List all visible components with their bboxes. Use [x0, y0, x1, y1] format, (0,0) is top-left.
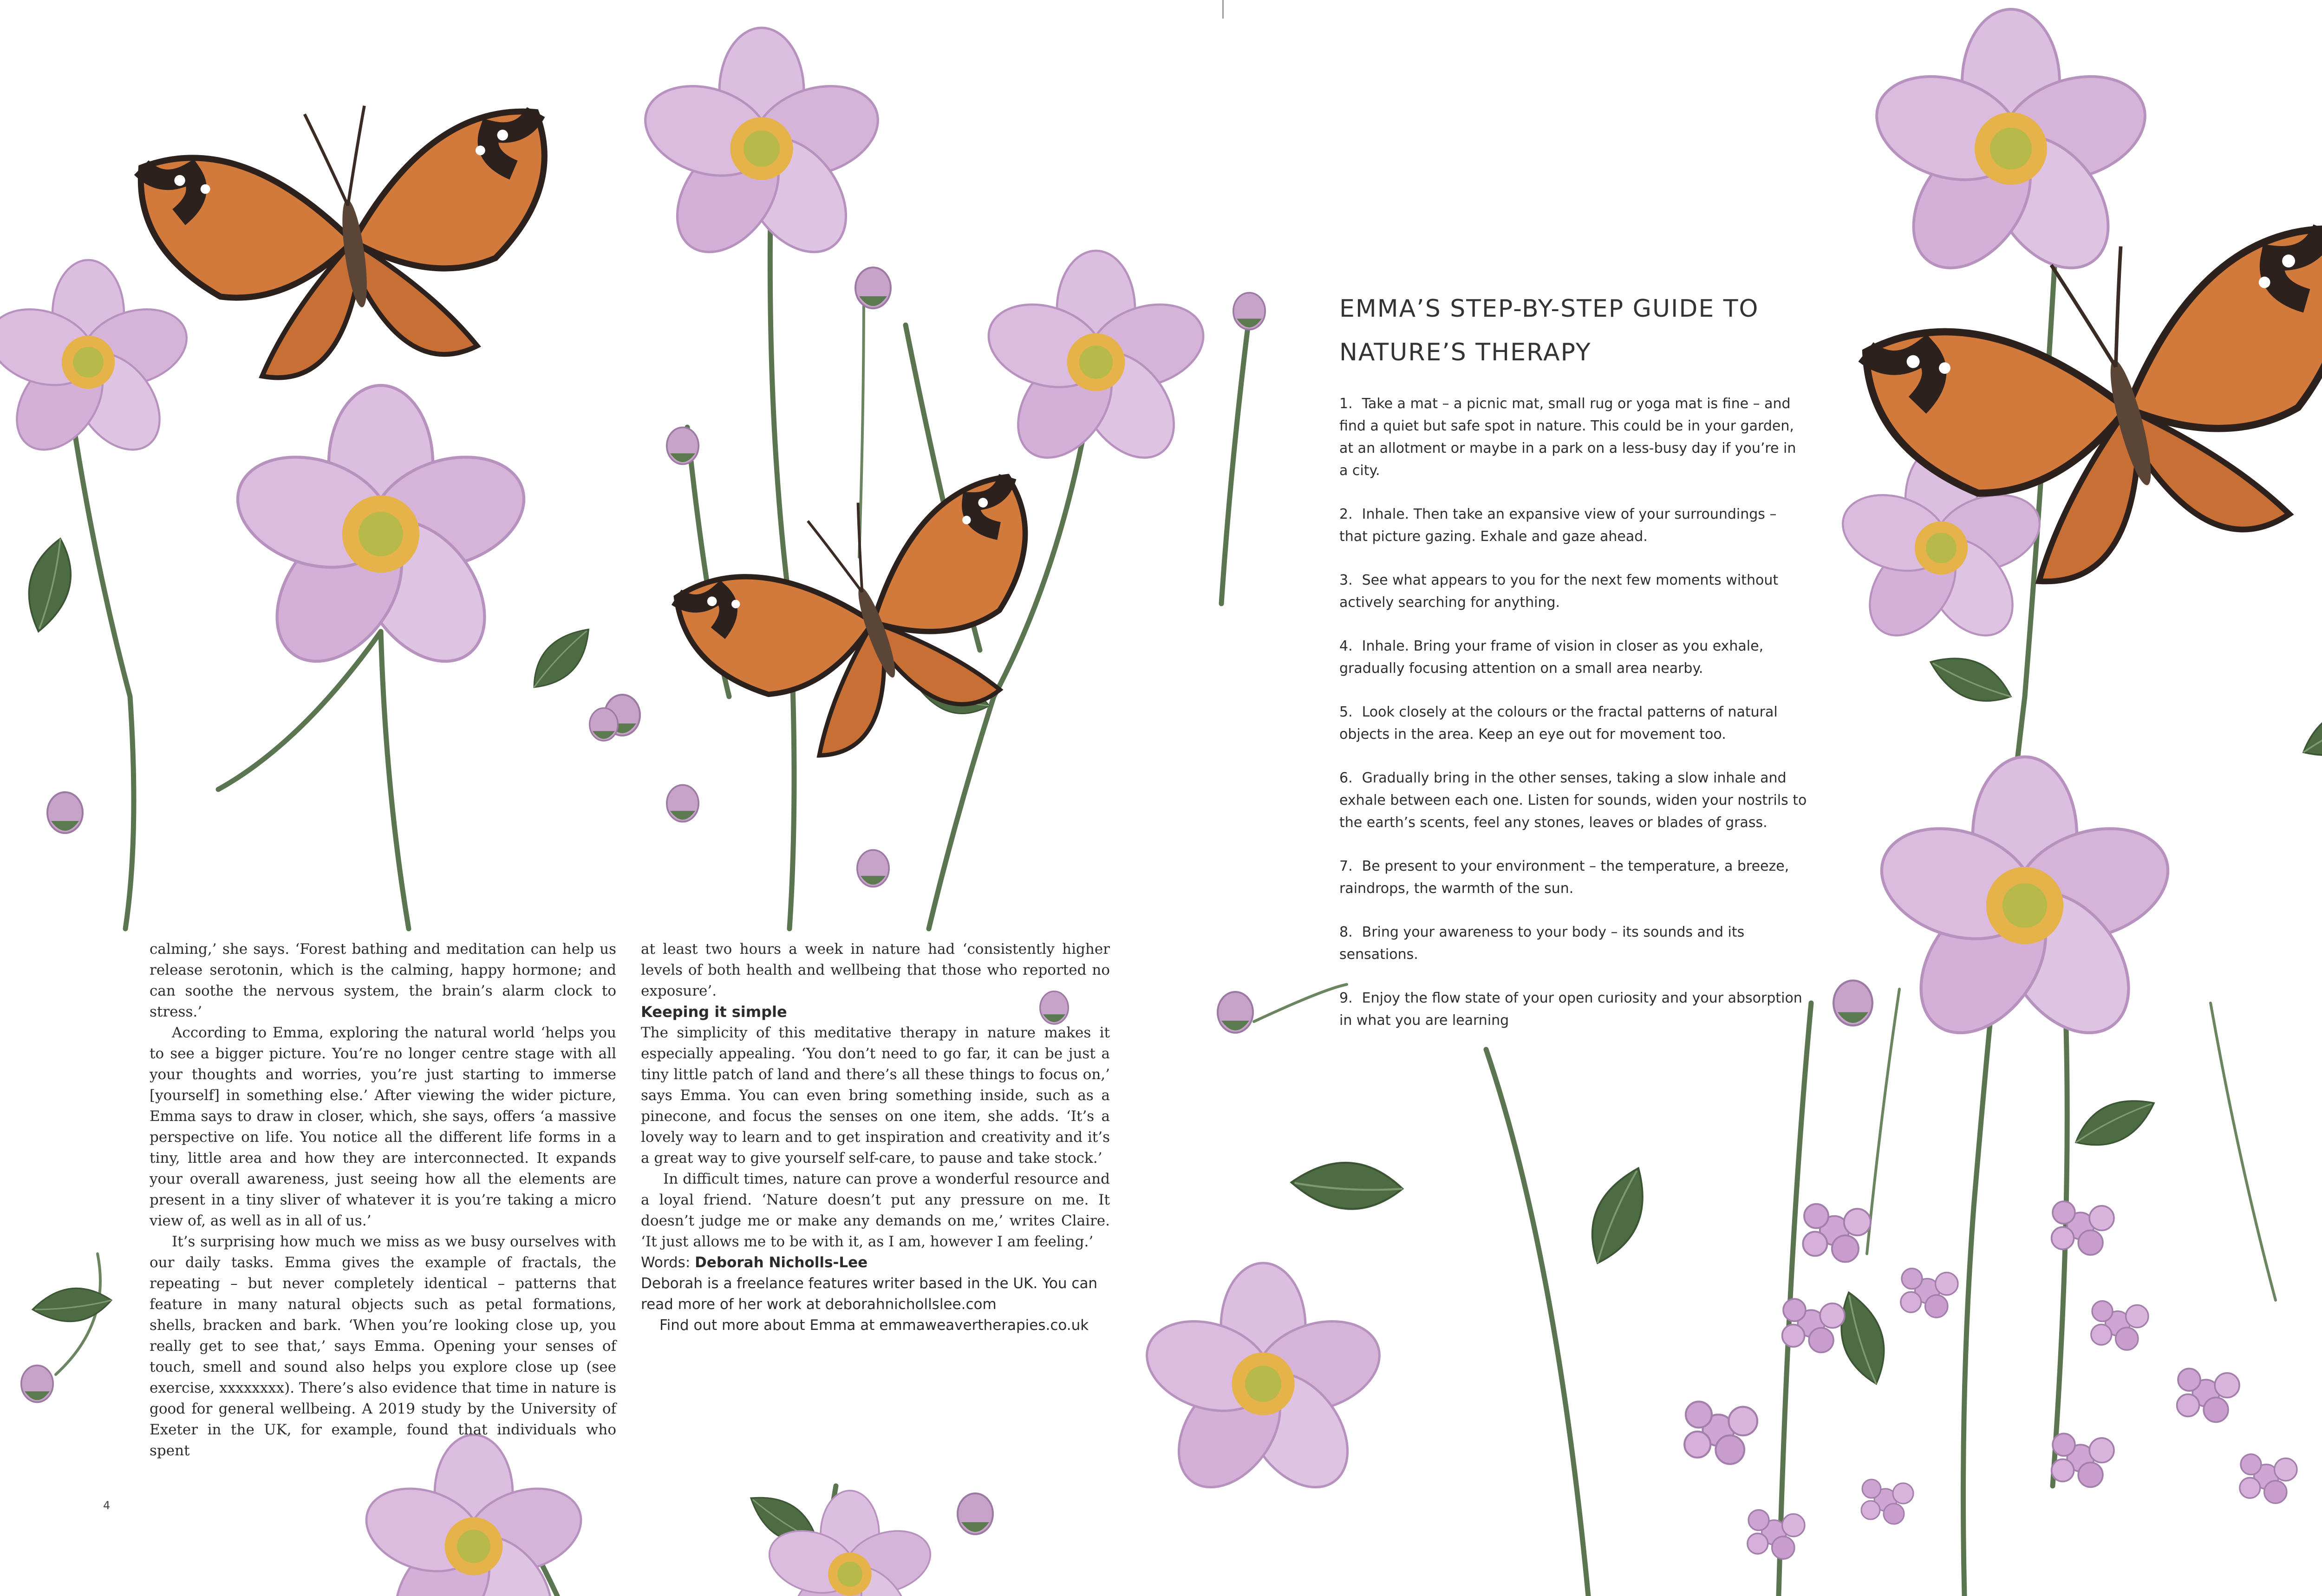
step-number: 3.	[1339, 572, 1353, 588]
step-number: 4.	[1339, 638, 1353, 654]
step-text: See what appears to you for the next few moments without actively searching for anything.	[1339, 572, 1779, 611]
steps-list	[1339, 393, 1808, 1032]
step-number: 8.	[1339, 924, 1353, 940]
step-item	[1339, 393, 1808, 482]
step-number: 6.	[1339, 770, 1353, 786]
step-text: Enjoy the flow state of your open curiosity and your absorption in what you are learning	[1339, 990, 1802, 1029]
step-item	[1339, 701, 1808, 746]
guide-title	[1339, 287, 1808, 374]
step-item	[1339, 503, 1808, 548]
step-item	[1339, 767, 1808, 834]
guide-title-line-2: NATURE’S THERAPY	[1339, 339, 1591, 366]
credit-label: Words:	[641, 1254, 695, 1271]
step-number: 7.	[1339, 858, 1353, 874]
paragraph: The simplicity of this meditative therapy in nature makes it especially appealing. ‘You don’t need to go far, it can be just a tiny little patch of land and there’s all these things to focus on,’ says Emma. You can even bring something inside, such as a pinecone, and focus the senses on one item, she adds. ‘It’s a lovely way to learn and to get inspiration and creativity and it’s a great way to give yourself self-care, to pause and take stock.’	[641, 1024, 1110, 1166]
step-text: Bring your awareness to your body – its sounds and its sensations.	[1339, 924, 1745, 963]
step-text: Look closely at the colours or the fractal patterns of natural objects in the area. Keep an eye out for movement too.	[1339, 704, 1778, 743]
step-text: Take a mat – a picnic mat, small rug or yoga mat is fine – and find a quiet but safe spot in nature. This could be in your garden, at an allotment or maybe in a park on a less-busy day if you’re in a city.	[1339, 396, 1796, 479]
paragraph: calming,’ she says. ‘Forest bathing and meditation can help us release serotonin, which is the calming, happy hormone; and can soothe the nervous system, the brain’s alarm clock to stress.’	[150, 941, 616, 1020]
guide-title-line-1: EMMA’S STEP-BY-STEP GUIDE TO	[1339, 295, 1759, 323]
paragraph: It’s surprising how much we miss as we busy ourselves with our daily tasks. Emma gives the example of fractals, the repeating – but never completely identical – patterns that feature in many natural objects such as petal formations, shells, bracken and bark. ‘When you’re looking close up, you really get to see that,’ says Emma. Opening your senses of touch, smell and sound also helps you explore close up (see exercise, xxxxxxxx). There’s also evidence that time in nature is good for general wellbeing. A 2019 study by the University of Exeter in the UK, for example, found that individuals who spent	[150, 1233, 616, 1459]
step-number: 9.	[1339, 990, 1353, 1006]
article-column-2	[641, 939, 1110, 1336]
step-item	[1339, 855, 1808, 900]
step-number: 1.	[1339, 396, 1353, 412]
step-number: 5.	[1339, 704, 1353, 720]
step-guide	[1339, 287, 1808, 1053]
step-text: Inhale. Then take an expansive view of your surroundings – that picture gazing. Exhale and gaze ahead.	[1339, 506, 1777, 545]
paragraph: at least two hours a week in nature had ‘consistently higher levels of both health and wellbeing that those who reported no exposure’.	[641, 941, 1110, 999]
step-text: Gradually bring in the other senses, taking a slow inhale and exhale between each one. Listen for sounds, widen your nostrils to the earth’s scents, feel any stones, leaves or blades of grass.	[1339, 770, 1807, 831]
author-name: Deborah Nicholls-Lee	[695, 1254, 868, 1271]
author-bio: Deborah is a freelance features writer based in the UK. You can read more of her work at deborahnichollslee.com	[641, 1275, 1098, 1313]
step-text: Inhale. Bring your frame of vision in closer as you exhale, gradually focusing attention on a small area nearby.	[1339, 638, 1764, 677]
find-out-more: Find out more about Emma at emmaweavertherapies.co.uk	[659, 1317, 1089, 1334]
paragraph: In difficult times, nature can prove a wonderful resource and a loyal friend. ‘Nature doesn’t put any pressure on me. It doesn’t judge me or make any demands on me,’ writes Claire. ‘It just allows me to be with it, as I am, however I am feeling.’	[641, 1171, 1110, 1250]
step-item	[1339, 987, 1808, 1032]
page-number: 4	[103, 1499, 111, 1512]
step-item	[1339, 635, 1808, 680]
article-column-1	[150, 939, 616, 1461]
step-item	[1339, 569, 1808, 614]
step-text: Be present to your environment – the temperature, a breeze, raindrops, the warmth of the sun.	[1339, 858, 1789, 897]
author-credit	[641, 1252, 1110, 1273]
subheading: Keeping it simple	[641, 1003, 787, 1021]
paragraph: According to Emma, exploring the natural world ‘helps you to see a bigger picture. You’re no longer centre stage with all your thoughts and worries, you’re just starting to immerse [yourself] in something else.’ After viewing the wider picture, Emma says to draw in closer, which, she says, offers ‘a massive perspective on life. You notice all the different life forms in a tiny, little area and how they are interconnected. It expands your overall awareness, just seeing how all the elements are present in a tiny sliver of whatever it is you’re taking a micro view of, as well as in all of us.’	[150, 1024, 616, 1229]
spine-marker	[1222, 0, 1224, 19]
step-number: 2.	[1339, 506, 1353, 522]
step-item	[1339, 921, 1808, 966]
